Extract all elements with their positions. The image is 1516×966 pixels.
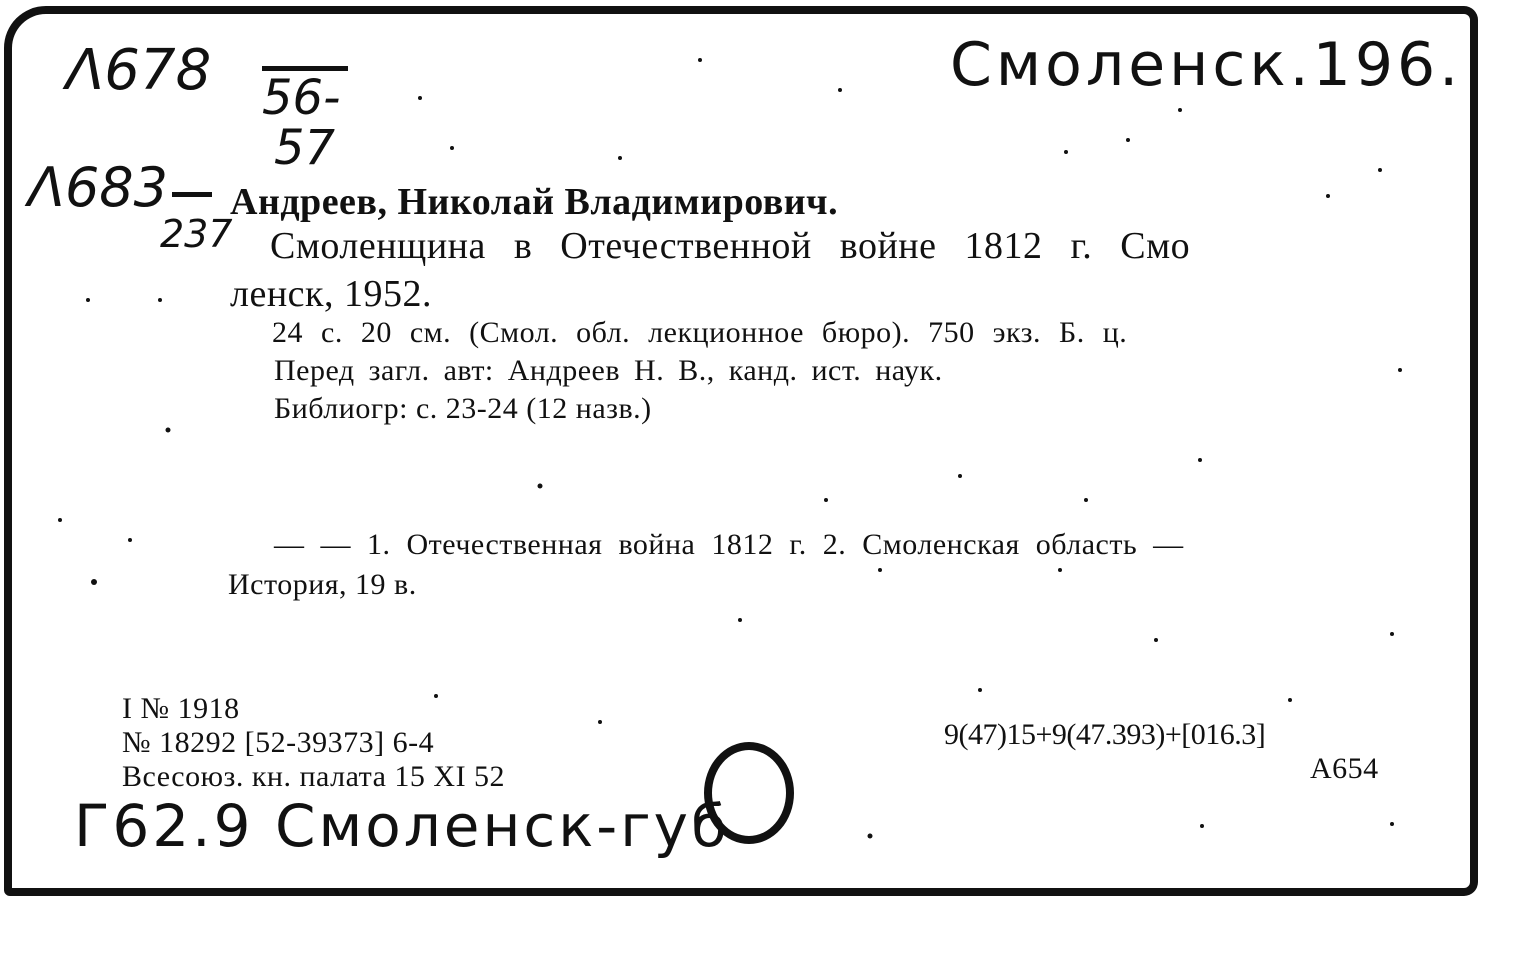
handwritten-fraction-bottom: 57: [274, 120, 336, 176]
title-line-1: Смоленщина в Отечественной войне 1812 г. Смо: [270, 225, 1191, 267]
author-note-line: Перед загл. авт: Андреев Н. В., канд. ист. наук.: [274, 354, 943, 387]
author-heading: Андреев, Николай Владимирович.: [230, 181, 839, 223]
bibliography-note-line: Библиогр: с. 23-24 (12 назв.): [274, 392, 652, 425]
classification-index: 9(47)15+9(47.393)+[016.3]: [944, 718, 1266, 751]
publisher-chamber: Всесоюз. кн. палата 15 XI 52: [122, 760, 506, 793]
registration-number: № 18292 [52-39373] 6-4: [122, 726, 435, 759]
handwritten-bottom-note: Г62.9 Смоленск-губ: [74, 792, 730, 860]
handwritten-shelf-code-left: Λ683: [28, 156, 169, 219]
left-code-dash: [172, 192, 212, 197]
subject-line-2: История, 19 в.: [228, 568, 417, 601]
handwritten-shelf-code-top: Λ678: [66, 38, 212, 103]
handwritten-shelf-code-sub: 237: [160, 212, 233, 256]
collation-line: 24 с. 20 см. (Смол. обл. лекционное бюро). 750 экз. Б. ц.: [272, 316, 1128, 349]
handwritten-circle: [704, 742, 794, 844]
handwritten-top-right-note: Смоленск.196.: [950, 30, 1463, 100]
author-mark: А654: [1310, 752, 1379, 785]
subject-line-1: — — 1. Отечественная война 1812 г. 2. Смоленская область —: [274, 528, 1184, 561]
issue-number: I № 1918: [122, 692, 240, 725]
handwritten-fraction-top: 56-: [262, 70, 341, 126]
title-line-2: ленск, 1952.: [230, 273, 432, 315]
